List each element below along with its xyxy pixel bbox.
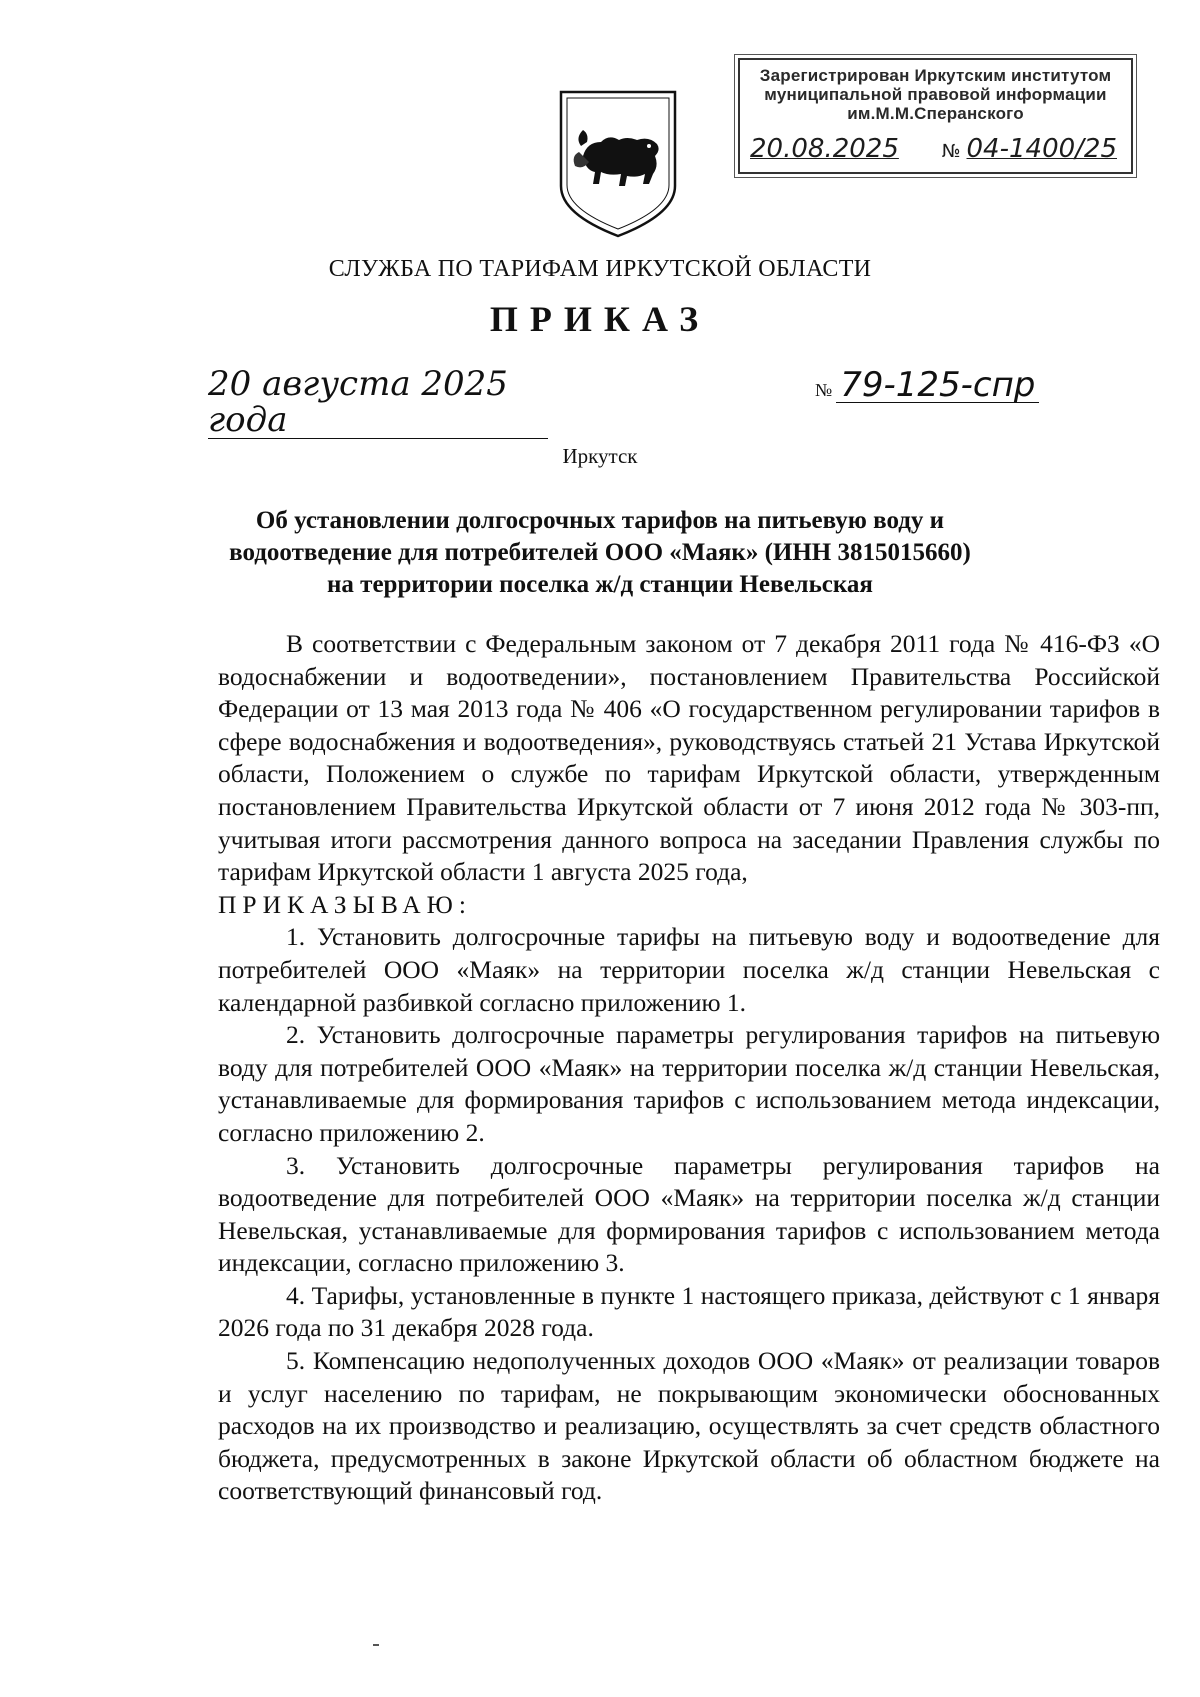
stamp-handwritten-row (740, 134, 1131, 164)
order-item-1: 1. Установить долгосрочные тарифы на питьевую воду и водоотведение для потребителей ООО «Маяк» на территории поселка ж/д станции Невельская с календарной разбивкой согласно приложению 1. (218, 922, 1160, 1017)
stamp-number: 04-1400/25 (966, 134, 1117, 164)
order-item-4: 4. Тарифы, установленные в пункте 1 настоящего приказа, действуют с 1 января 2026 года по 31 декабря 2028 года. (218, 1280, 1160, 1343)
order-number-value: 79-125-спр (836, 368, 1039, 403)
subject-line-3: на территории поселка ж/д станции Невельская (327, 571, 873, 598)
stamp-line-3: им.М.М.Сперанского (847, 104, 1024, 123)
order-word: ПРИКАЗЫВАЮ: (218, 889, 472, 919)
page-mark (373, 1644, 379, 1646)
coat-of-arms-icon (553, 86, 683, 240)
order-subject (160, 505, 1040, 601)
stamp-line-2: муниципальной правовой информации (764, 85, 1107, 104)
subject-line-2: водоотведение для потребителей ООО «Маяк» (ИНН 3815015660) (229, 539, 971, 566)
registration-stamp (738, 58, 1133, 174)
stamp-number-sign: № (941, 141, 961, 162)
order-item-2: 2. Установить долгосрочные параметры регулирования тарифов на питьевую воду для потребителей ООО «Маяк» на территории поселка ж/д станции Невельская, устанавливаемые для формирования тарифов с использованием метода индексации, согласно приложению 2. (218, 1020, 1160, 1147)
order-date: 20 августа 2025 года (208, 366, 548, 439)
issuing-authority: СЛУЖБА ПО ТАРИФАМ ИРКУТСКОЙ ОБЛАСТИ (328, 256, 872, 282)
document-type-title: ПРИКАЗ (489, 299, 711, 339)
stamp-line-1: Зарегистрирован Иркутским институтом (759, 66, 1112, 85)
stamp-date: 20.08.2025 (750, 134, 899, 164)
preamble-paragraph: В соответствии с Федеральным законом от 7 декабря 2011 года № 416-ФЗ «О водоснабжении и водоотведении», постановлением Правительства Российской Федерации от 13 мая 2013 года № 406 «О государственном регулировании тарифов в сфере водоснабжения и водоотведения», руководствуясь статьей 21 Устава Иркутской области, Положением о службе по тарифам Иркутской области, утвержденным постановлением Правительства Иркутской области от 7 июня 2012 года № 303-пп, учитывая итоги рассмотрения данного вопроса на заседании Правления службы по тарифам Иркутской области 1 августа 2025 года, (218, 629, 1160, 887)
subject-line-1: Об установлении долгосрочных тарифов на питьевую воду и (255, 507, 945, 534)
city: Иркутск (562, 444, 638, 468)
order-number-sign: № (815, 380, 833, 400)
order-body (218, 628, 1160, 1508)
order-item-3: 3. Установить долгосрочные параметры регулирования тарифов на водоотведение для потребителей ООО «Маяк» на территории поселка ж/д станции Невельская, устанавливаемые для формирования тарифов с использованием метода индексации, согласно приложению 3. (218, 1150, 1160, 1278)
order-number (815, 365, 1039, 405)
order-item-5: 5. Компенсацию недополученных доходов ООО «Маяк» от реализации товаров и услуг населению по тарифам, не покрывающим экономически обоснованных расходов на их производство и реализацию, осуществлять за счет средств областного бюджета, предусмотренных в законе Иркутской области об областном бюджете на соответствующий финансовый год. (218, 1346, 1160, 1506)
